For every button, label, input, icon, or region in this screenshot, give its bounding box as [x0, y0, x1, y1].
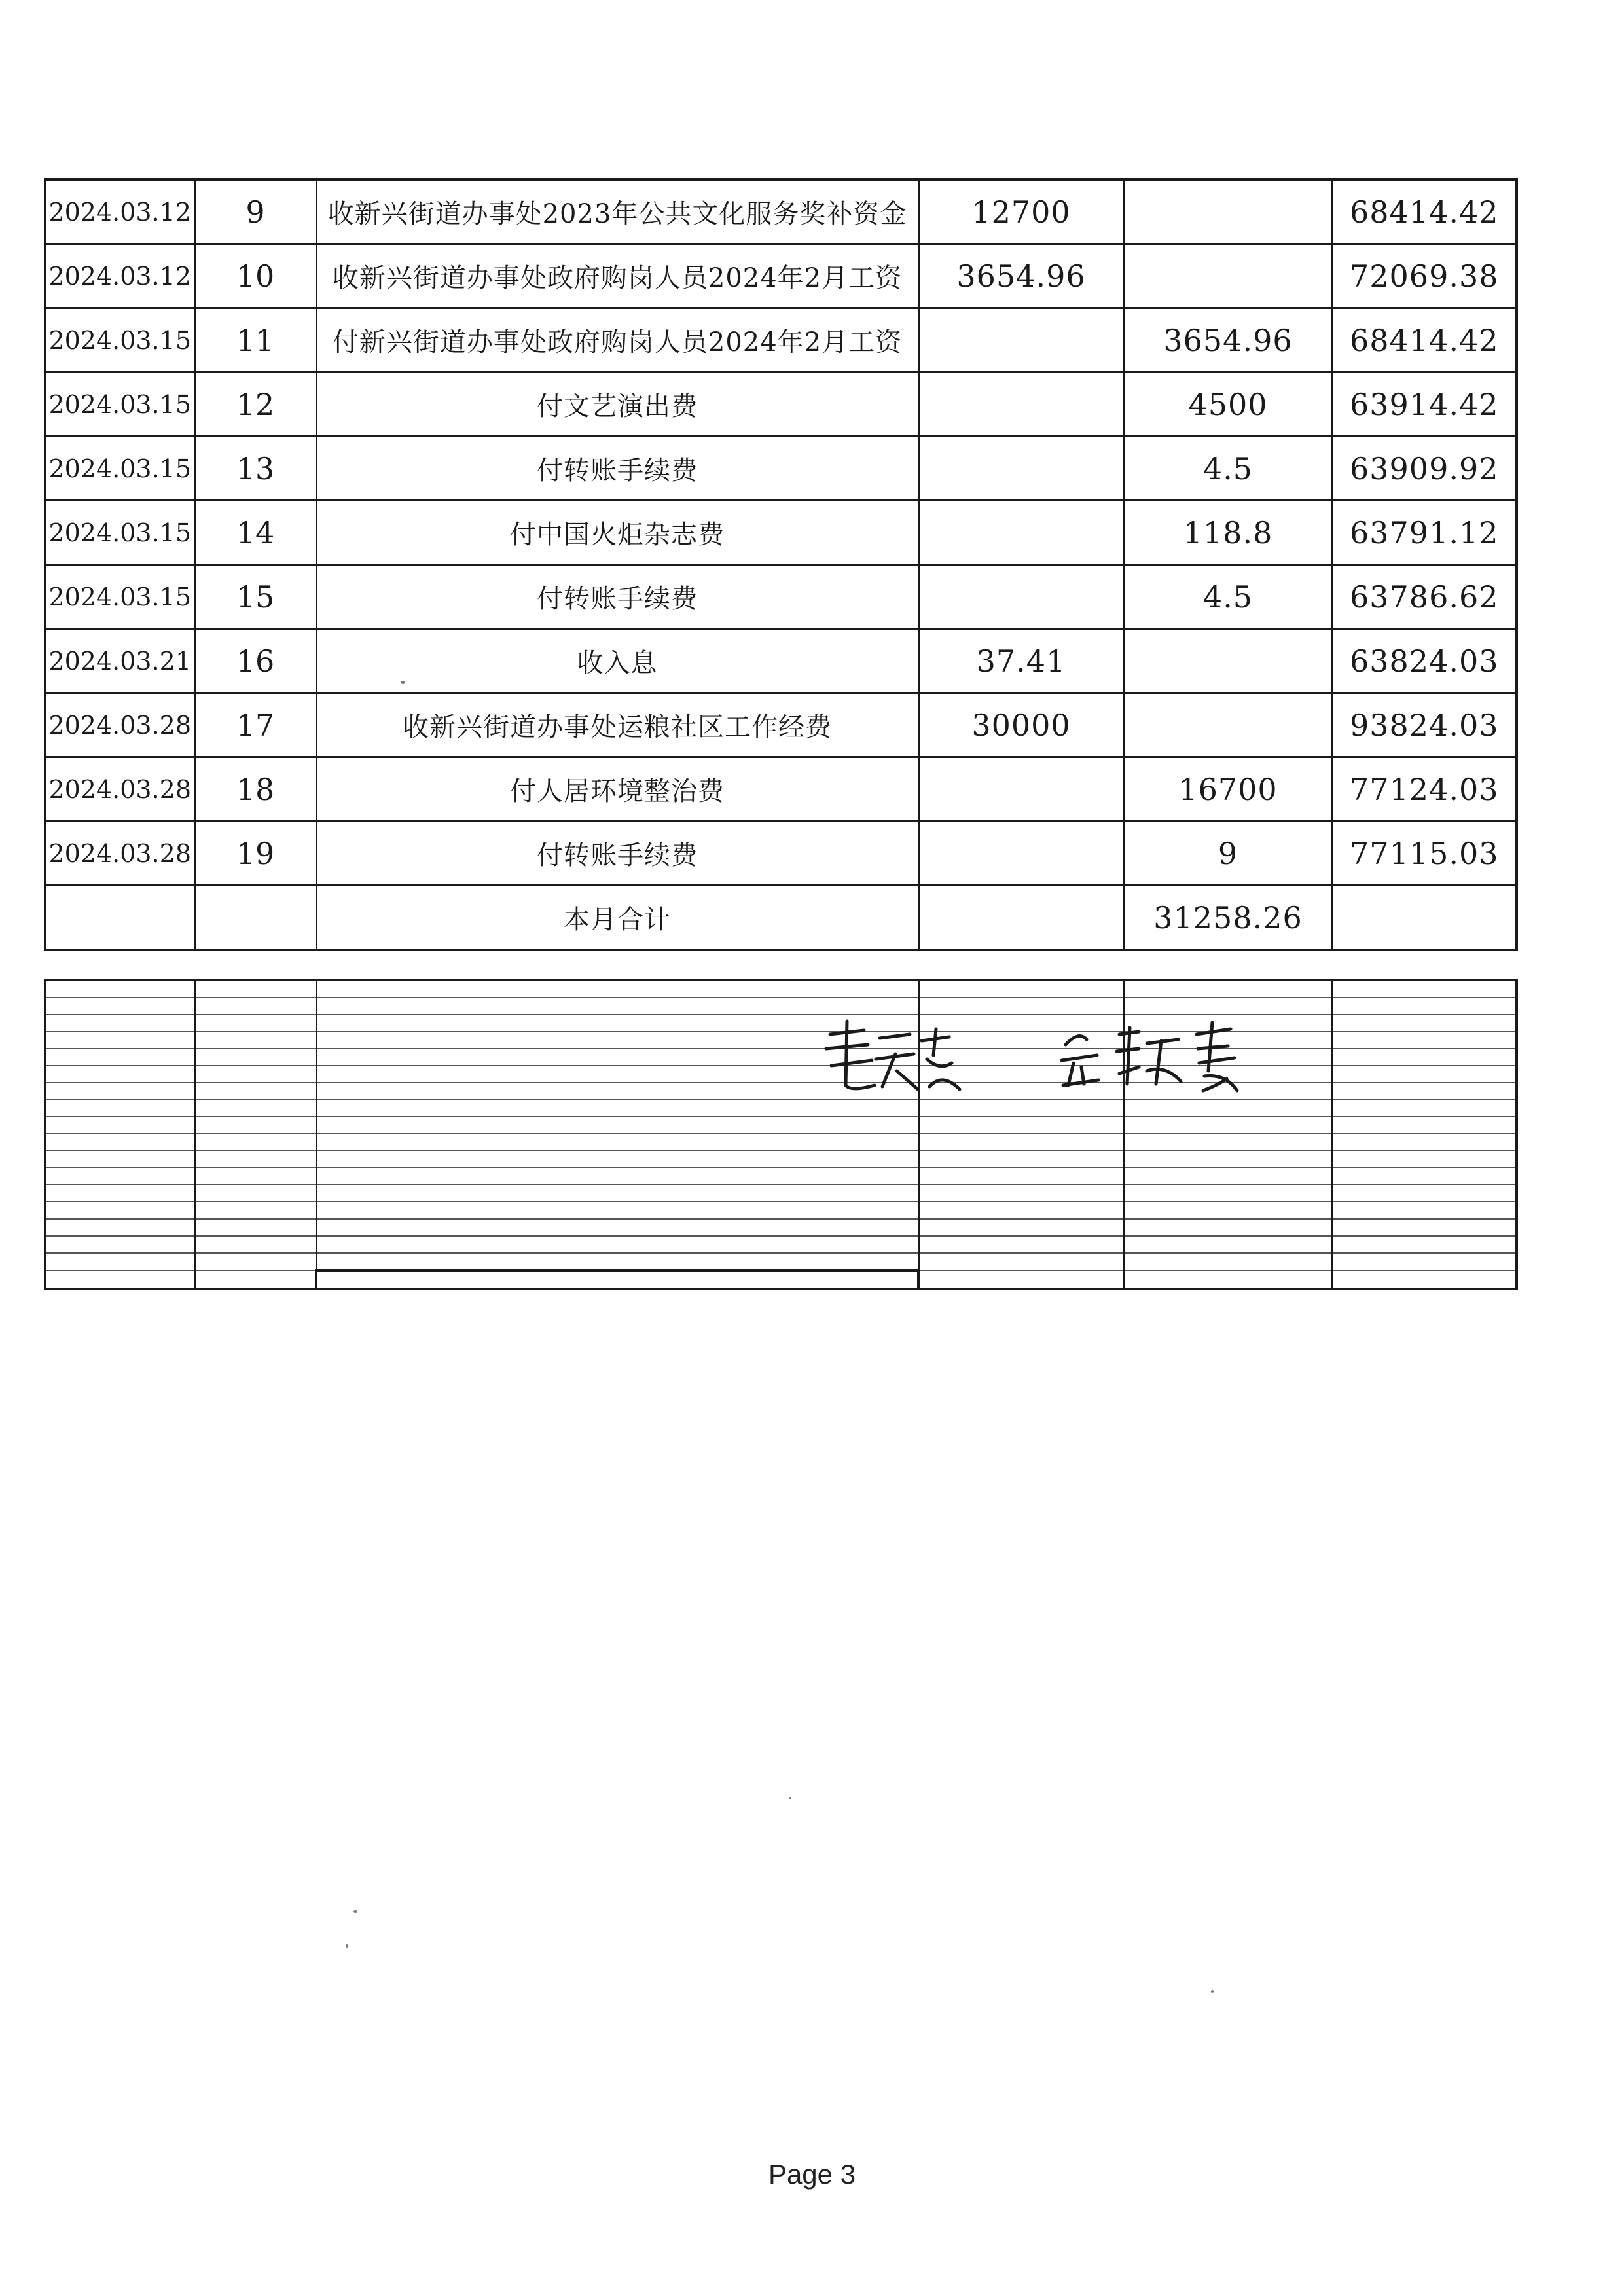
debit-cell [918, 308, 1124, 372]
blank-cell [45, 1202, 194, 1219]
credit-cell: 4500 [1124, 372, 1332, 437]
date-cell: 2024.03.28 [45, 757, 194, 822]
blank-cell [1332, 1049, 1517, 1066]
credit-cell [1124, 179, 1332, 244]
no-cell: 15 [194, 565, 316, 629]
blank-cell [45, 1151, 194, 1168]
blank-cell [918, 1134, 1124, 1151]
debit-cell: 12700 [918, 179, 1124, 244]
total-no-cell [194, 886, 316, 950]
blank-cell [45, 1032, 194, 1049]
blank-cell [194, 1185, 316, 1202]
scan-speck [401, 681, 405, 684]
balance-cell: 93824.03 [1332, 693, 1517, 757]
scan-speck [353, 1910, 357, 1913]
blank-cell [316, 1185, 918, 1202]
date-cell: 2024.03.15 [45, 437, 194, 501]
credit-cell: 4.5 [1124, 565, 1332, 629]
date-cell: 2024.03.15 [45, 565, 194, 629]
blank-cell [45, 1083, 194, 1100]
ledger-table [44, 178, 1518, 951]
table-row [45, 244, 1517, 308]
blank-cell [1332, 1134, 1517, 1151]
blank-row [45, 980, 1517, 998]
blank-cell [45, 1049, 194, 1066]
balance-cell: 68414.42 [1332, 179, 1517, 244]
desc-cell: 收新兴街道办事处2023年公共文化服务奖补资金 [316, 179, 918, 244]
blank-cell [194, 1015, 316, 1032]
blank-cell [918, 1151, 1124, 1168]
blank-cell [45, 1015, 194, 1032]
blank-cell [316, 1271, 918, 1289]
blank-cell [918, 1185, 1124, 1202]
table-row [45, 757, 1517, 822]
desc-cell: 付转账手续费 [316, 565, 918, 629]
blank-cell [316, 980, 918, 998]
date-cell: 2024.03.28 [45, 822, 194, 886]
credit-cell: 3654.96 [1124, 308, 1332, 372]
blank-cell [1332, 1168, 1517, 1185]
table-row [45, 629, 1517, 693]
balance-cell: 63914.42 [1332, 372, 1517, 437]
debit-cell: 3654.96 [918, 244, 1124, 308]
blank-cell [194, 1117, 316, 1134]
blank-cell [1332, 1100, 1517, 1117]
blank-cell [194, 1236, 316, 1253]
desc-cell: 付文艺演出费 [316, 372, 918, 437]
blank-cell [194, 998, 316, 1015]
no-cell: 17 [194, 693, 316, 757]
blank-cell [1124, 1134, 1332, 1151]
blank-row [45, 1271, 1517, 1289]
date-cell: 2024.03.21 [45, 629, 194, 693]
debit-cell: 30000 [918, 693, 1124, 757]
debit-cell: 37.41 [918, 629, 1124, 693]
total-debit-cell [918, 886, 1124, 950]
blank-cell [45, 1100, 194, 1117]
blank-cell [1124, 1185, 1332, 1202]
blank-row [45, 1083, 1517, 1100]
table-row [45, 822, 1517, 886]
no-cell: 14 [194, 501, 316, 565]
blank-cell [316, 1219, 918, 1236]
blank-cell [1332, 1015, 1517, 1032]
blank-cell [1124, 1271, 1332, 1289]
blank-rows [45, 980, 1517, 1289]
date-cell: 2024.03.15 [45, 501, 194, 565]
no-cell: 10 [194, 244, 316, 308]
blank-cell [194, 1219, 316, 1236]
table-row [45, 179, 1517, 244]
credit-cell: 16700 [1124, 757, 1332, 822]
blank-cell [1332, 1185, 1517, 1202]
blank-cell [316, 1253, 918, 1271]
blank-cell [1332, 1236, 1517, 1253]
blank-cell [1332, 1032, 1517, 1049]
blank-cell [45, 1236, 194, 1253]
blank-cell [194, 1168, 316, 1185]
blank-cell [45, 1134, 194, 1151]
total-label-cell: 本月合计 [316, 886, 918, 950]
blank-row [45, 1202, 1517, 1219]
blank-cell [1124, 1202, 1332, 1219]
blank-cell [918, 1117, 1124, 1134]
table-row [45, 372, 1517, 437]
balance-cell: 63791.12 [1332, 501, 1517, 565]
blank-cell [194, 1253, 316, 1271]
blank-cell [194, 1134, 316, 1151]
blank-cell [918, 1236, 1124, 1253]
blank-cell [918, 1202, 1124, 1219]
blank-cell [1124, 1168, 1332, 1185]
no-cell: 16 [194, 629, 316, 693]
blank-row [45, 998, 1517, 1015]
no-cell: 13 [194, 437, 316, 501]
blank-cell [918, 1271, 1124, 1289]
blank-row [45, 1236, 1517, 1253]
date-cell: 2024.03.15 [45, 308, 194, 372]
desc-cell: 收新兴街道办事处政府购岗人员2024年2月工资 [316, 244, 918, 308]
blank-cell [1332, 1083, 1517, 1100]
blank-cell [194, 1083, 316, 1100]
handwritten-signature [812, 1008, 1270, 1100]
table-row [45, 437, 1517, 501]
credit-cell: 9 [1124, 822, 1332, 886]
balance-cell: 77115.03 [1332, 822, 1517, 886]
blank-cell [918, 980, 1124, 998]
ledger-body [45, 179, 1517, 950]
desc-cell: 付转账手续费 [316, 822, 918, 886]
date-cell: 2024.03.28 [45, 693, 194, 757]
total-credit-cell: 31258.26 [1124, 886, 1332, 950]
table-row [45, 565, 1517, 629]
blank-row [45, 1066, 1517, 1083]
balance-cell: 63909.92 [1332, 437, 1517, 501]
table-row [45, 693, 1517, 757]
blank-ruled-area [44, 979, 1518, 1290]
blank-row [45, 1253, 1517, 1271]
blank-cell [1124, 1151, 1332, 1168]
blank-row [45, 1049, 1517, 1066]
blank-cell [1332, 1066, 1517, 1083]
blank-cell [45, 1253, 194, 1271]
desc-cell: 付中国火炬杂志费 [316, 501, 918, 565]
blank-cell [918, 1100, 1124, 1117]
no-cell: 9 [194, 179, 316, 244]
blank-cell [1124, 1100, 1332, 1117]
blank-cell [45, 1117, 194, 1134]
balance-cell: 68414.42 [1332, 308, 1517, 372]
no-cell: 18 [194, 757, 316, 822]
blank-cell [45, 1219, 194, 1236]
blank-cell [316, 1134, 918, 1151]
blank-cell [1124, 1219, 1332, 1236]
credit-cell: 118.8 [1124, 501, 1332, 565]
debit-cell [918, 437, 1124, 501]
blank-row [45, 1168, 1517, 1185]
credit-cell [1124, 244, 1332, 308]
credit-cell [1124, 693, 1332, 757]
debit-cell [918, 822, 1124, 886]
blank-cell [316, 1168, 918, 1185]
blank-cell [316, 1151, 918, 1168]
credit-cell: 4.5 [1124, 437, 1332, 501]
blank-cell [1332, 1219, 1517, 1236]
scan-speck [346, 1944, 348, 1948]
blank-cell [1124, 1253, 1332, 1271]
page-number: Page 3 [768, 2159, 856, 2190]
blank-row [45, 1185, 1517, 1202]
blank-row [45, 1134, 1517, 1151]
debit-cell [918, 757, 1124, 822]
blank-cell [45, 1066, 194, 1083]
blank-row [45, 1117, 1517, 1134]
debit-cell [918, 501, 1124, 565]
date-cell: 2024.03.12 [45, 179, 194, 244]
blank-cell [1124, 980, 1332, 998]
total-date-cell [45, 886, 194, 950]
date-cell: 2024.03.12 [45, 244, 194, 308]
desc-cell: 收入息 [316, 629, 918, 693]
blank-cell [45, 980, 194, 998]
blank-cell [194, 1202, 316, 1219]
blank-cell [1332, 1151, 1517, 1168]
blank-cell [1332, 1202, 1517, 1219]
blank-cell [45, 1185, 194, 1202]
blank-row [45, 1219, 1517, 1236]
blank-cell [194, 980, 316, 998]
scan-speck [1211, 1990, 1214, 1993]
scan-speck [789, 1797, 791, 1799]
desc-cell: 付转账手续费 [316, 437, 918, 501]
no-cell: 11 [194, 308, 316, 372]
total-balance-cell [1332, 886, 1517, 950]
blank-cell [1124, 1236, 1332, 1253]
blank-row [45, 1032, 1517, 1049]
blank-row [45, 1151, 1517, 1168]
date-cell: 2024.03.15 [45, 372, 194, 437]
blank-row [45, 1100, 1517, 1117]
blank-cell [45, 1168, 194, 1185]
debit-cell [918, 372, 1124, 437]
no-cell: 12 [194, 372, 316, 437]
desc-cell: 付新兴街道办事处政府购岗人员2024年2月工资 [316, 308, 918, 372]
desc-cell: 收新兴街道办事处运粮社区工作经费 [316, 693, 918, 757]
blank-cell [194, 1066, 316, 1083]
blank-cell [194, 1271, 316, 1289]
blank-cell [918, 1219, 1124, 1236]
blank-cell [1332, 998, 1517, 1015]
blank-cell [1332, 1253, 1517, 1271]
total-row [45, 886, 1517, 950]
blank-cell [918, 1253, 1124, 1271]
blank-cell [1332, 1271, 1517, 1289]
credit-cell [1124, 629, 1332, 693]
blank-cell [1332, 1117, 1517, 1134]
no-cell: 19 [194, 822, 316, 886]
desc-cell: 付人居环境整治费 [316, 757, 918, 822]
blank-cell [316, 1236, 918, 1253]
blank-cell [194, 1049, 316, 1066]
balance-cell: 63824.03 [1332, 629, 1517, 693]
debit-cell [918, 565, 1124, 629]
blank-cell [45, 1271, 194, 1289]
blank-cell [316, 1100, 918, 1117]
blank-cell [1124, 1117, 1332, 1134]
blank-cell [1332, 980, 1517, 998]
blank-cell [194, 1032, 316, 1049]
balance-cell: 72069.38 [1332, 244, 1517, 308]
blank-cell [45, 998, 194, 1015]
blank-cell [194, 1151, 316, 1168]
balance-cell: 77124.03 [1332, 757, 1517, 822]
balance-cell: 63786.62 [1332, 565, 1517, 629]
blank-cell [316, 1117, 918, 1134]
blank-cell [918, 1168, 1124, 1185]
table-row [45, 501, 1517, 565]
table-row [45, 308, 1517, 372]
blank-cell [194, 1100, 316, 1117]
blank-row [45, 1015, 1517, 1032]
blank-cell [316, 1202, 918, 1219]
